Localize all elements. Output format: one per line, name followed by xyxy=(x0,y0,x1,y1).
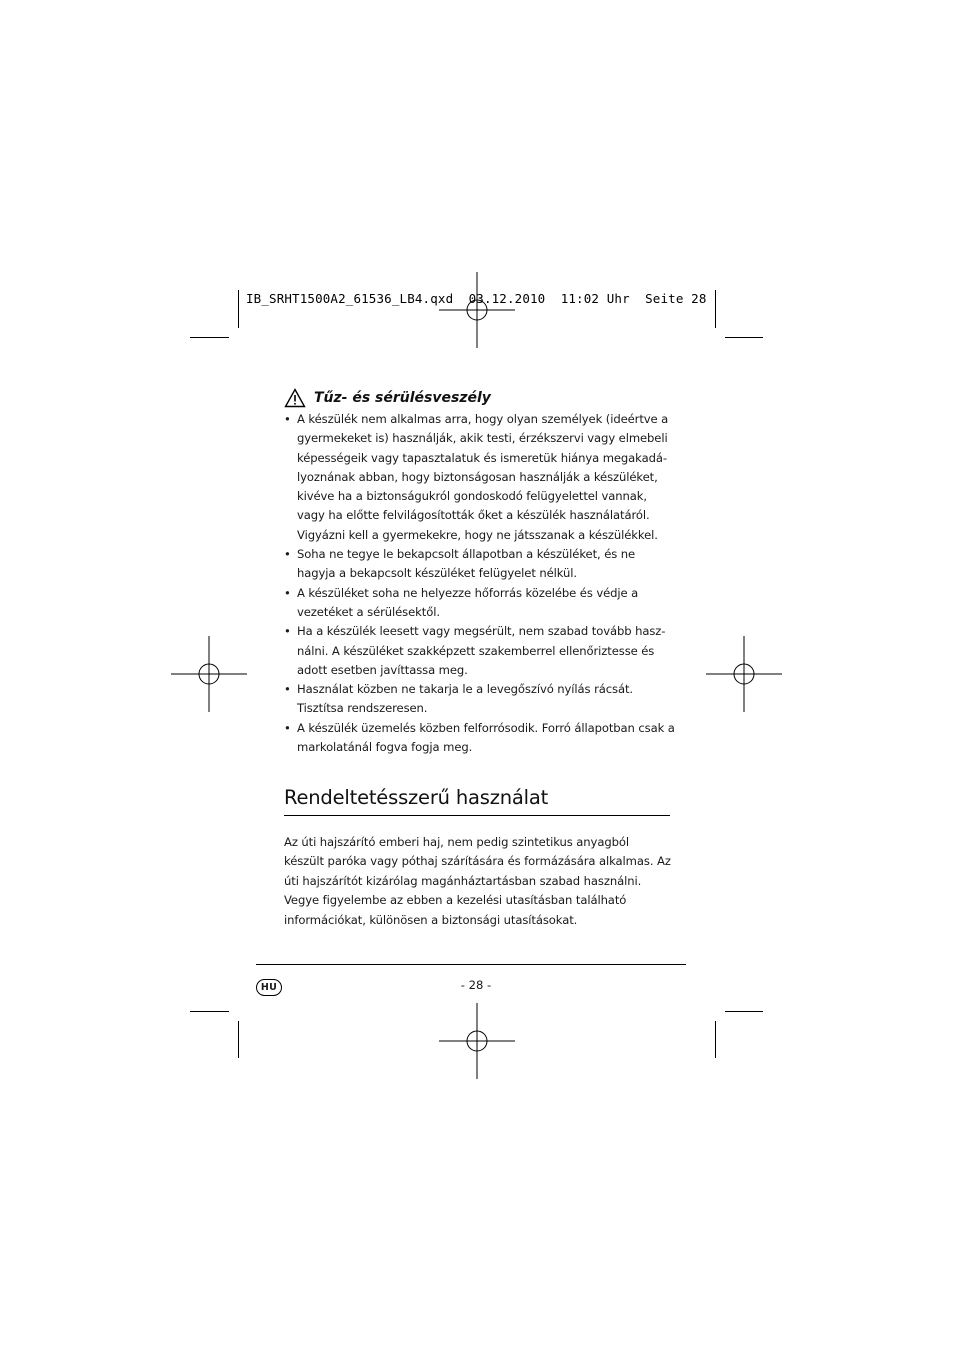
list-item: • Ha a készülék leesett vagy megsérült, nem szabad tovább hasz-nálni. A készüléket szakképzett szakemberrel ellenőriztesse és adott esetben javíttassa meg. xyxy=(284,622,676,680)
list-item: • A készülék üzemelés közben felforrósodik. Forró állapotban csak a markolatánál fogva fogja meg. xyxy=(284,719,676,758)
section-title: Rendeltetésszerű használat xyxy=(284,786,549,809)
list-item: • A készülék nem alkalmas arra, hogy olyan személyek (ideértve a gyermekeket is) használják, akik testi, érzékszervi vagy elmebeli képességeik vagy tapasztalatuk és ismeretük hiánya megakadá-lyoznának abban, hogy biztonságosan használják a készüléket, kivéve ha a biztonságukról gondoskodó felügyelettel vannak, vagy ha előtte felvilágosították őket a készülék használatáról. Vigyázni kell a gyermekekre, hogy ne játsszanak a készülékkel. xyxy=(284,410,676,545)
crop-mark xyxy=(238,290,239,328)
list-item: • A készüléket soha ne helyezze hőforrás közelébe és védje a vezetéket a sérülésektől. xyxy=(284,584,676,623)
crop-mark xyxy=(715,290,716,328)
crop-mark xyxy=(190,337,229,338)
crop-mark xyxy=(238,1021,239,1058)
crop-mark xyxy=(725,337,763,338)
warning-title: Tűz- és sérülésveszély xyxy=(314,390,491,406)
warning-triangle-icon xyxy=(284,388,306,408)
safety-instructions-list xyxy=(284,410,676,757)
section-divider xyxy=(284,815,670,816)
page-number: - 28 - xyxy=(460,978,492,992)
registration-mark-icon xyxy=(439,272,515,348)
list-item: • Soha ne tegye le bekapcsolt állapotban a készüléket, és ne hagyja a bekapcsolt készüléket felügyelet nélkül. xyxy=(284,545,676,584)
section-body: Az úti hajszárító emberi haj, nem pedig szintetikus anyagból készült paróka vagy póthaj szárítására és formázására alkalmas. Az úti hajszárítót kizárólag magánháztartásban szabad használni. Vegye figyelembe az ebben a kezelési utasításban található információkat, különösen a biztonsági utasításokat. xyxy=(284,835,671,927)
crop-mark xyxy=(190,1011,229,1012)
footer-divider xyxy=(256,964,686,965)
language-badge: HU xyxy=(256,979,282,996)
registration-mark-icon xyxy=(171,636,247,712)
crop-mark xyxy=(725,1011,763,1012)
crop-mark xyxy=(715,1021,716,1058)
print-slug: IB_SRHT1500A2_61536_LB4.qxd 03.12.2010 11:02 Uhr Seite 28 xyxy=(246,291,707,306)
warning-heading xyxy=(284,388,491,408)
registration-mark-icon xyxy=(706,636,782,712)
list-item: • Használat közben ne takarja le a levegőszívó nyílás rácsát. Tisztítsa rendszeresen. xyxy=(284,680,676,719)
registration-mark-icon xyxy=(439,1003,515,1079)
